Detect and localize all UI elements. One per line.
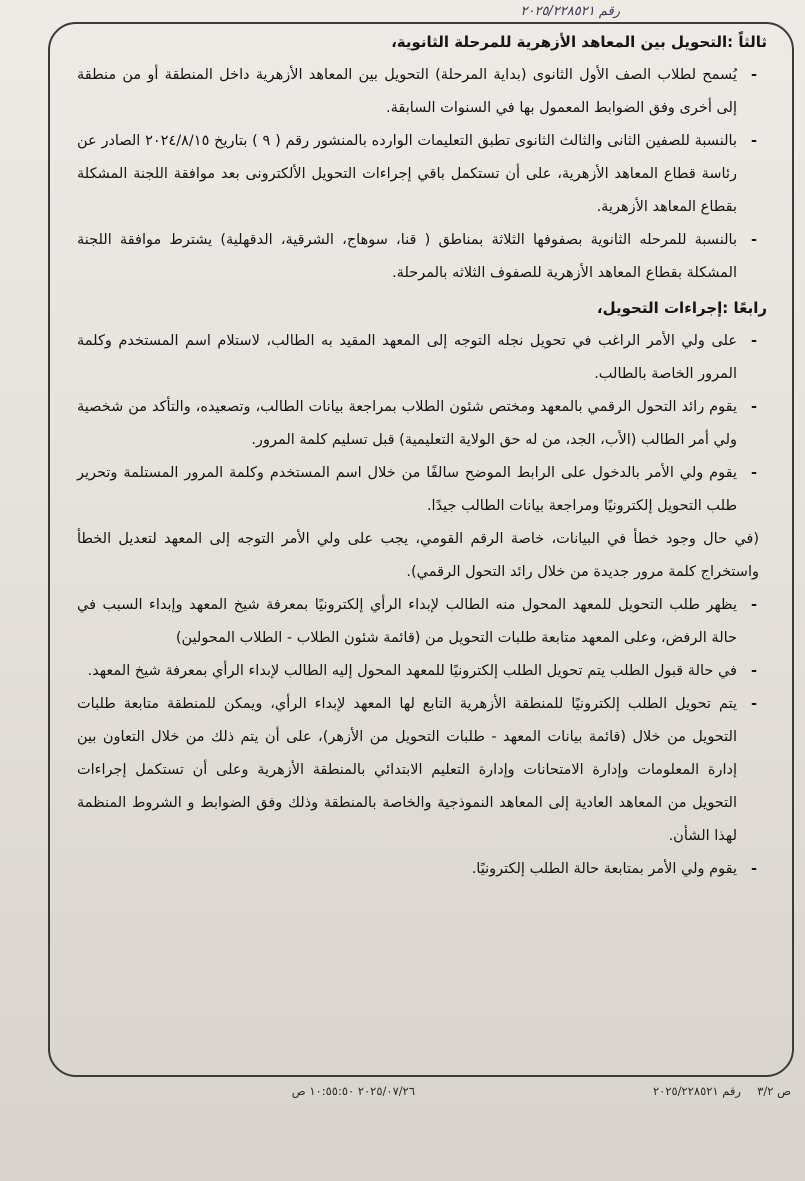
document-reference: رقم ٢٠٢٥/٢٢٨٥٢١ <box>652 1084 741 1098</box>
timestamp: ٢٠٢٥/٠٧/٢٦ ١٠:٥٥:٥٠ ص <box>291 1084 415 1098</box>
section3-item: - يُسمح لطلاب الصف الأول الثانوى (بداية المرحلة) التحويل بين المعاهد الأزهرية داخل المنطقة أو من منطقة إلى أخرى وفق الضوابط المعمول بها في السنوات السابقة. <box>77 59 767 125</box>
bullet-dash: - <box>750 861 758 877</box>
bullet-dash: - <box>750 67 758 83</box>
section4-note: (في حال وجود خطأ في البيانات، خاصة الرقم القومي، يجب على ولي الأمر التوجه إلى المعهد لتعديل الخطأ واستخراج كلمة مرور جديدة من خلال رائد التحول الرقمي). <box>77 531 759 580</box>
section4-item: - يقوم رائد التحول الرقمي بالمعهد ومختص شئون الطلاب بمراجعة بيانات الطالب، وتصعيده، والتأكد من شخصية ولي أمر الطالب (الأب، الجد، من له حق الولاية التعليمية) قبل تسليم كلمة المرور. <box>77 391 767 457</box>
section4-item: - على ولي الأمر الراغب في تحويل نجله التوجه إلى المعهد المقيد به الطالب، لاستلام اسم المستخدم وكلمة المرور الخاصة بالطالب. <box>77 325 767 391</box>
bullet-dash: - <box>750 333 758 349</box>
section3-item: - بالنسبة للمرحله الثانوية بصفوفها الثلاثة بمناطق ( قنا، سوهاج، الشرقية، الدقهلية) يشترط موافقة اللجنة المشكلة بقطاع المعاهد الأزهرية للصفوف الثلاثه بالمرحلة. <box>77 224 767 290</box>
section3-item: - بالنسبة للصفين الثانى والثالث الثانوى تطبق التعليمات الوارده بالمنشور رقم ( ٩ ) بتاريخ ٢٠٢٤/٨/١٥ الصادر عن رئاسة قطاع المعاهد الأزهرية، على أن تستكمل باقي إجراءات التحويل الألكترونى بعد موافقة اللجنة المشكلة بقطاع المعاهد الأزهرية. <box>77 125 767 224</box>
bullet-dash: - <box>750 399 758 415</box>
section4-heading: رابعًا :إجراءات التحويل، <box>596 299 767 317</box>
section4-item: - يقوم ولي الأمر بمتابعة حالة الطلب إلكترونيًا. <box>77 853 767 886</box>
bullet-dash: - <box>750 696 758 712</box>
handwritten-reference: رقم ٢٠٢٥/٢٢٨٥٢١ <box>520 4 620 19</box>
section4-item: - يقوم ولي الأمر بالدخول على الرابط الموضح سالفًا من خلال اسم المستخدم وكلمة المرور المستلمة وتحرير طلب التحويل إلكترونيًا ومراجعة بيانات الطالب جيدًا. <box>77 457 767 523</box>
bullet-dash: - <box>750 232 758 248</box>
document-body <box>77 26 767 886</box>
section4-item: - يتم تحويل الطلب إلكترونيًا للمنطقة الأزهرية التابع لها المعهد لإبداء الرأي، ويمكن للمنطقة متابعة طلبات التحويل من خلال (قائمة بيانات المعهد - طلبات التحويل من الأزهر)، على أن يتم ذلك من خلال التعاون بين إدارة المعلومات وإدارة الامتحانات وإدارة التعليم الابتدائي بالمنطقة الأزهرية وعلى أن تستكمل إجراءات التحويل من المعاهد العادية إلى المعاهد النموذجية والخاصة بالمنطقة وذلك وفق الضوابط و الشروط المنظمة لهذا الشأن. <box>77 688 767 853</box>
section4-item: - في حالة قبول الطلب يتم تحويل الطلب إلكترونيًا للمعهد المحول إليه الطالب لإبداء الرأي بمعرفة شيخ المعهد. <box>77 655 767 688</box>
bullet-dash: - <box>750 133 758 149</box>
page-number: ص ٣/٢ <box>757 1084 791 1098</box>
bullet-dash: - <box>750 465 758 481</box>
section3-heading: ثالثاً :التحويل بين المعاهد الأزهرية للمرحلة الثانوية، <box>391 33 767 51</box>
bullet-dash: - <box>750 663 758 679</box>
section4-item: - يظهر طلب التحويل للمعهد المحول منه الطالب لإبداء الرأي إلكترونيًا بمعرفة شيخ المعهد وإبداء السبب في حالة الرفض، وعلى المعهد متابعة طلبات التحويل من (قائمة شئون الطلاب - الطلاب المحولين) <box>77 589 767 655</box>
bullet-dash: - <box>750 597 758 613</box>
